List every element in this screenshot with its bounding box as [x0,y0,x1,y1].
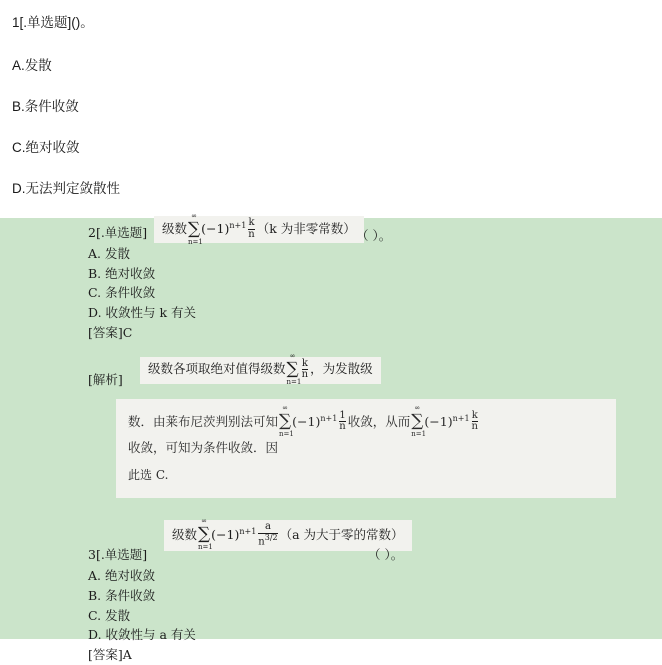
question-3-formula [164,517,412,552]
formula-prefix-text: 级数 [162,220,188,236]
q3-option-a: A. 绝对收敛 [88,568,155,584]
formula-tail-text: （k 为非零常数） [256,220,356,236]
analysis-formula [140,352,381,386]
top-question-block [0,0,662,246]
question-3-row [88,517,662,563]
analysis-formula-tail: ，为发散级 [310,361,373,377]
fraction-a-over-n-three-halves: $\frac{a}{n^{3/2}}$ [258,521,278,548]
q3-option-b: B. 条件收敛 [88,587,156,603]
fraction-k-over-n: $\frac{k}{n}$ [301,357,309,380]
q2-option-d: D. 收敛性与 k 有关 [88,305,197,320]
scanned-image-region [0,211,662,663]
fraction-k-over-n: $\frac{k}{n}$ [471,409,478,433]
formula-prefix-text: 级数 [172,526,198,542]
analysis-text-4: 此选 C. [128,468,169,482]
option-a: A.发散 [12,57,52,73]
summation-symbol: ∞ ∑ n=1 [279,404,294,439]
option-c: C.绝对收敛 [12,139,80,155]
summation-symbol: ∞ ∑ n=1 [286,352,302,386]
option-b: B.条件收敛 [12,98,79,114]
formula-tail-text: （a 为大于零的常数） [279,526,404,542]
q2-option-c: C. 条件收敛 [88,285,156,301]
summation-symbol: ∞ ∑ n=1 [411,404,427,439]
q3-option-c: C. 发散 [88,607,131,623]
formula-body: $(-1)^{n+1}$ [211,527,257,543]
formula-body: $(-1)^{n+1}$ [201,221,247,237]
question-2-label: 2[.单选题] [88,225,148,240]
summation-symbol: ∞ ∑ n=1 [188,211,203,246]
fraction-k-over-n: $\frac{k}{n}$ [248,217,255,240]
question-stem: 1[.单选题]()。 [12,15,94,30]
q2-analysis-row [88,352,662,391]
question-2-suffix: （ ）。 [356,228,392,243]
question-2-row [88,211,662,246]
question-3-suffix: （ ）。 [368,547,404,563]
q2-option-a: A. 发散 [88,245,130,261]
analysis-text-2: 收敛，从而 [347,413,411,429]
analysis-text-1: 数．由莱布尼茨判别法可知 [128,413,279,429]
fraction-1-over-n: $\frac{1}{n}$ [339,409,346,433]
q2-option-b: B. 绝对收敛 [88,265,156,281]
option-d: D.无法判定敛散性 [12,180,120,196]
q2-answer: [答案]C [88,324,133,340]
q2-analysis-body [116,399,616,499]
analysis-text-3: 收敛，可知为条件收敛．因 [128,439,279,455]
q3-answer: [答案]A [88,647,132,663]
summation-symbol: ∞ ∑ n=1 [198,517,213,552]
analysis-math-1: $(-1)^{n+1}$ [292,413,338,429]
analysis-formula-prefix: 级数各项取绝对值得级数 [148,361,286,377]
analysis-math-2: $(-1)^{n+1}$ [424,413,470,429]
q3-option-d: D. 收敛性与 a 有关 [88,627,196,643]
question-2-formula [154,211,364,246]
question-3-label: 3[.单选题] [88,547,148,563]
analysis-label: [解析] [88,371,123,387]
